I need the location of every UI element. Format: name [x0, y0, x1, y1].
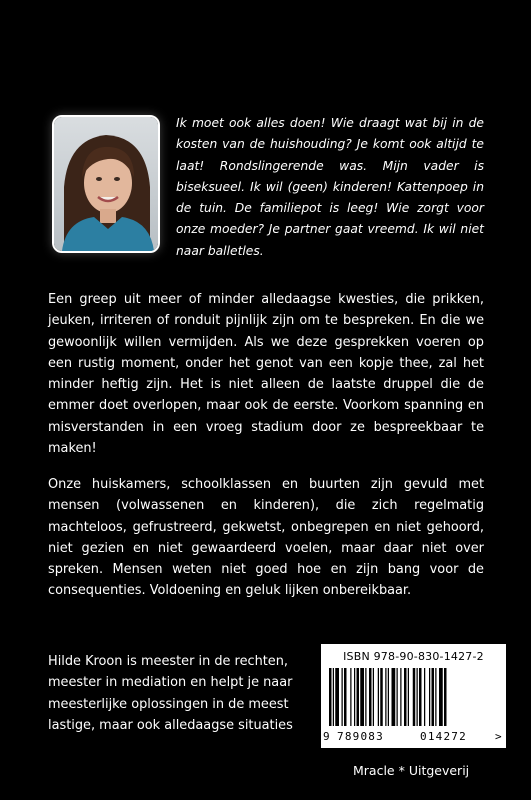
barcode-bar	[388, 668, 389, 726]
barcode-bar	[350, 668, 351, 726]
barcode-bar	[392, 668, 396, 726]
barcode-right-digits: 014272	[420, 730, 467, 743]
description-paragraph-1: Een greep uit meer of minder alledaagse kwesties, die prikken, jeuken, irriteren of ronduit pijnlijk zijn om te bespreken. En die we gewoonlijk willen vermijden. Als we deze gesprekken voeren op een rustig moment, onder het genot van een kopje thee, zal het minder heftig zijn. Het is niet alleen de laatste druppel die de emmer doet overlopen, maar ook de eerste. Voorkom spanning en misverstanden in een vroeg stadium door ze bespreekbaar te maken!	[48, 292, 484, 457]
portrait-image	[54, 117, 158, 251]
barcode-bar	[439, 668, 443, 726]
author-bio: Hilde Kroon is meester in de rechten, meester in mediation en helpt je naar meesterlijke oplossingen in de meest lastige, maar ook alledaagse situaties	[48, 654, 293, 733]
barcode-digits	[321, 730, 506, 744]
isbn-label: ISBN 978-90-830-1427-2	[343, 650, 484, 663]
barcode-bar	[369, 668, 372, 726]
isbn-barcode	[321, 644, 506, 748]
barcode-bar	[380, 668, 383, 726]
barcode-bar	[444, 668, 447, 726]
barcode-bar	[432, 668, 435, 726]
barcode-bar	[404, 668, 407, 726]
barcode-bar	[419, 668, 422, 726]
barcode-bar	[417, 668, 418, 726]
barcode-bar	[360, 668, 364, 726]
barcode-bar	[329, 668, 332, 726]
barcode-bar	[333, 668, 334, 726]
barcode-bar	[408, 668, 409, 726]
barcode-bar	[429, 668, 430, 726]
barcode-bar	[435, 668, 436, 726]
barcode-bar	[373, 668, 374, 726]
barcode-bar	[344, 668, 347, 726]
barcode-bar	[397, 668, 398, 726]
barcode-bar	[365, 668, 366, 726]
author-photo	[52, 115, 160, 253]
barcode-bar	[424, 668, 425, 726]
barcode-bar	[385, 668, 386, 726]
barcode-bar	[342, 668, 343, 726]
barcode-bar	[357, 668, 360, 726]
quote-text: Ik moet ook alles doen! Wie draagt wat bij in de kosten van de huishouding? Je komt ook altijd te laat! Rondslingerende was. Mijn vader is biseksueel. Ik wil (geen) kinderen! Kattenpoep in de tuin. De familiepot is leeg! Wie zorgt voor onze moeder? Je partner gaat vreemd. Ik wil niet naar balletles.	[176, 116, 484, 258]
barcode-bar	[354, 668, 355, 726]
publisher-name: Mracle * Uitgeverij	[353, 763, 470, 778]
barcode-lead-digit: 9	[323, 730, 330, 743]
barcode-bars	[327, 668, 500, 726]
barcode-bar	[400, 668, 401, 726]
barcode-bar	[413, 668, 416, 726]
barcode-left-digits: 789083	[337, 730, 384, 743]
barcode-bar	[335, 668, 339, 726]
barcode-bar	[378, 668, 379, 726]
barcode-arrow: >	[495, 730, 502, 743]
description-paragraph-2: Onze huiskamers, schoolklassen en buurten zijn gevuld met mensen (volwassenen en kinderen), die zich regelmatig machteloos, gefrustreerd, gekwetst, onbegrepen en niet gehoord, niet gezien en niet gewaardeerd voelen, maar daar niet over spreken. Mensen weten niet goed hoe en zijn bang voor de consequenties. Voldoening en geluk lijken onbereikbaar.	[48, 477, 484, 599]
